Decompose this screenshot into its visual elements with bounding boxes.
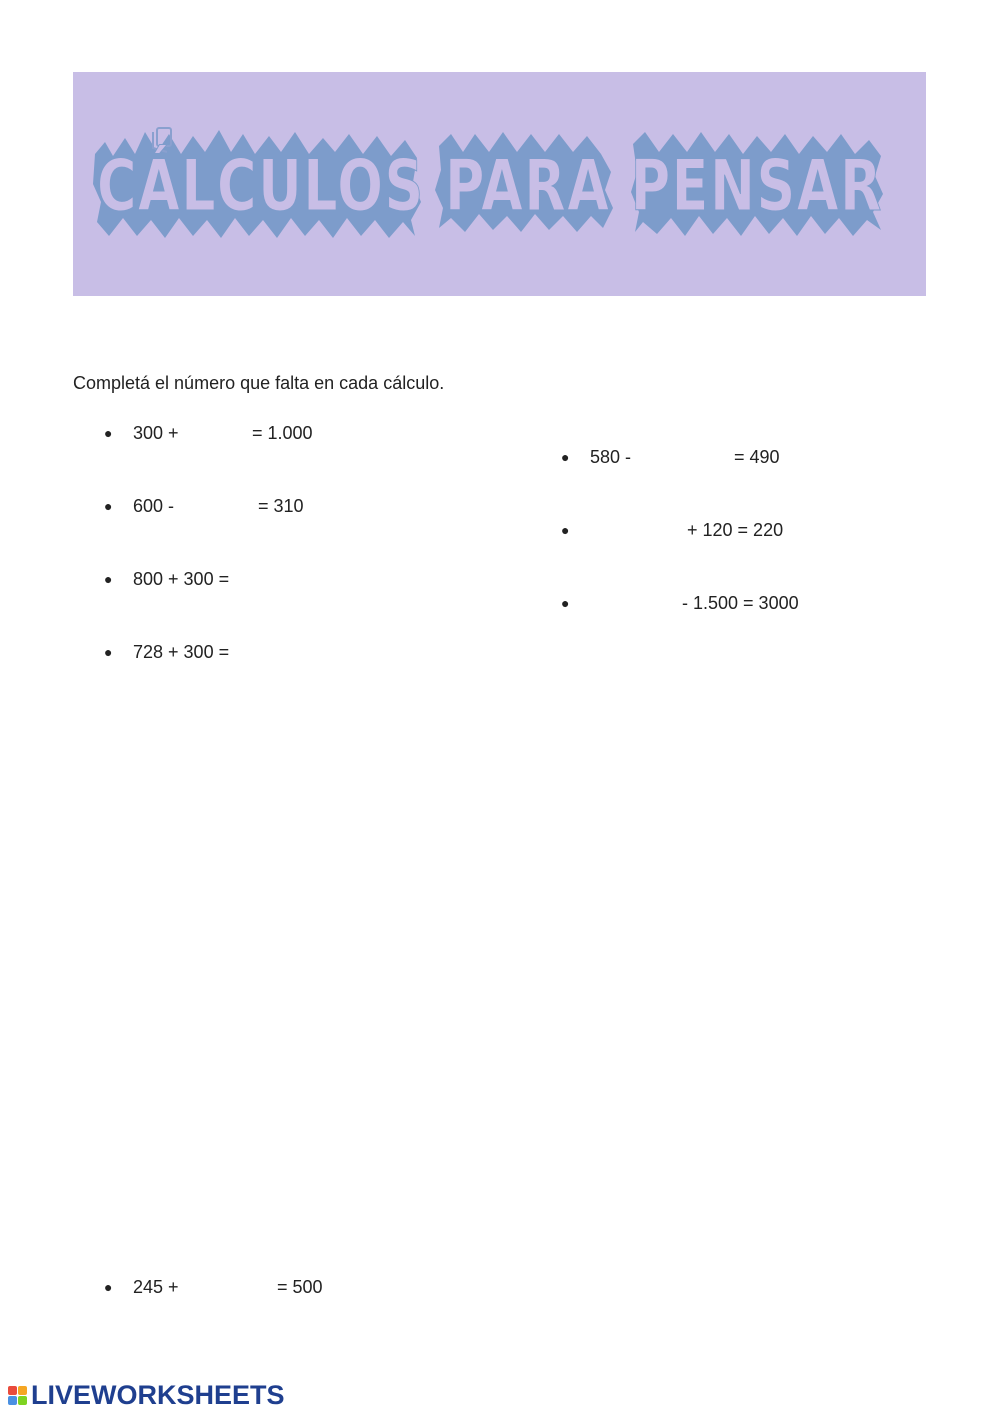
bullet: ●: [104, 425, 113, 441]
logo-block-2: [18, 1386, 27, 1395]
title-banner: [73, 72, 926, 296]
bullet: ●: [561, 595, 570, 611]
answer-input[interactable]: [238, 641, 332, 665]
bullet: ●: [561, 449, 570, 465]
answer-input[interactable]: [182, 495, 260, 519]
answer-input[interactable]: [238, 568, 332, 592]
expression-before: 800 + 300 =: [133, 569, 230, 589]
answer-input[interactable]: [188, 422, 254, 446]
logo-block-3: [8, 1396, 17, 1405]
title-banner-art: [73, 72, 926, 296]
brand-name: LIVEWORKSHEETS: [31, 1379, 285, 1410]
answer-input[interactable]: [585, 592, 683, 616]
answer-input[interactable]: [637, 446, 735, 470]
expression-after: = 310: [258, 496, 304, 516]
instruction-text: Completá el número que falta en cada cálculo.: [73, 373, 445, 393]
bullet: ●: [104, 498, 113, 514]
expression-after: + 120 = 220: [687, 520, 784, 540]
answer-input[interactable]: [186, 1276, 278, 1300]
expression-before: 300 +: [133, 423, 179, 443]
expression-after: = 490: [734, 447, 780, 467]
footer-logo[interactable]: [8, 1380, 285, 1410]
expression-after: = 500: [277, 1277, 323, 1297]
logo-block-4: [18, 1396, 27, 1405]
expression-before: 580 -: [590, 447, 632, 467]
logo-blocks-icon: [8, 1386, 27, 1405]
expression-before: 245 +: [133, 1277, 179, 1297]
bullet: ●: [104, 1279, 113, 1295]
logo-block-1: [8, 1386, 17, 1395]
banner-title: CÁLCULOS PARA PENSAR: [97, 145, 883, 227]
bullet: ●: [561, 522, 570, 538]
answer-input[interactable]: [585, 519, 687, 543]
expression-before: 600 -: [133, 496, 175, 516]
expression-after: - 1.500 = 3000: [682, 593, 799, 613]
expression-after: = 1.000: [252, 423, 313, 443]
expression-before: 728 + 300 =: [133, 642, 230, 662]
bullet: ●: [104, 644, 113, 660]
bullet: ●: [104, 571, 113, 587]
